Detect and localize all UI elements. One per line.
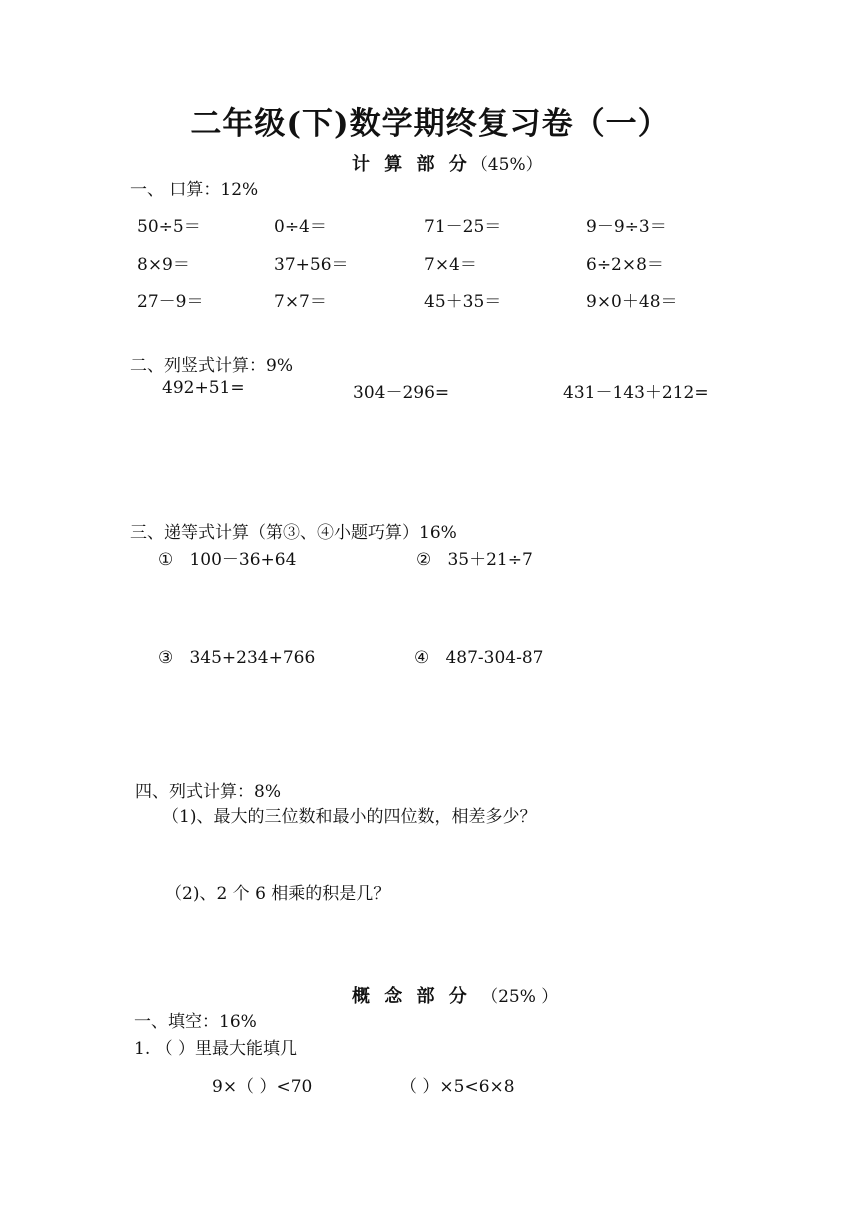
oral-item: 0÷4＝ bbox=[274, 217, 327, 237]
oral-item: 50÷5＝ bbox=[137, 217, 201, 237]
step-item bbox=[416, 545, 533, 570]
fill-blank-expression: （ ）×5<6×8 bbox=[400, 1077, 515, 1097]
step-item bbox=[158, 545, 296, 570]
q2-vertical-label: 二、列竖式计算：9% bbox=[130, 356, 293, 376]
step-item-expression: 487-304-87 bbox=[445, 648, 544, 668]
oral-item: 7×4＝ bbox=[424, 255, 477, 275]
oral-item: 71－25＝ bbox=[424, 217, 502, 237]
section-heading-calc bbox=[352, 150, 543, 176]
q3-step-label: 三、递等式计算（第③、④小题巧算）16% bbox=[130, 523, 457, 543]
concept-q1-sub1: 1. （ ）里最大能填几 bbox=[134, 1039, 298, 1059]
vertical-item: 431－143＋212= bbox=[563, 383, 709, 403]
section-heading-calc-percent: （45%） bbox=[470, 155, 543, 175]
step-item-expression: 345+234+766 bbox=[189, 648, 316, 668]
section-heading-calc-label: 计 算 部 分 bbox=[352, 154, 471, 175]
q1-oral-label: 一、 口算：12% bbox=[130, 180, 259, 200]
step-item-expression: 100－36+64 bbox=[189, 550, 297, 570]
oral-item: 9－9÷3＝ bbox=[586, 217, 667, 237]
step-item bbox=[158, 648, 315, 668]
concept-q1-label: 一、填空：16% bbox=[134, 1012, 257, 1032]
q4-word-label: 四、列式计算：8% bbox=[135, 782, 281, 802]
word-problem: （2)、2 个 6 相乘的积是几？ bbox=[165, 884, 391, 904]
step-item-expression: 35＋21÷7 bbox=[447, 550, 533, 570]
oral-item: 8×9＝ bbox=[137, 255, 190, 275]
oral-item: 7×7＝ bbox=[274, 292, 327, 312]
section-heading-concept-percent: （25% ） bbox=[481, 987, 559, 1007]
oral-item: 27－9＝ bbox=[137, 292, 204, 312]
oral-item: 9×0＋48＝ bbox=[586, 292, 678, 312]
step-item-number: ③ bbox=[158, 648, 174, 668]
section-heading-concept-label: 概 念 部 分 bbox=[352, 986, 471, 1007]
step-item-number: ④ bbox=[414, 648, 430, 668]
word-problem: （1)、最大的三位数和最小的四位数，相差多少？ bbox=[162, 807, 537, 827]
page-title: 二年级(下)数学期终复习卷（一） bbox=[190, 106, 670, 142]
step-item-number: ① bbox=[158, 550, 174, 570]
vertical-item: 492+51= bbox=[162, 378, 245, 398]
step-item-number: ② bbox=[416, 550, 432, 570]
oral-item: 45＋35＝ bbox=[424, 292, 502, 312]
oral-item: 37+56＝ bbox=[274, 255, 349, 275]
section-heading-concept bbox=[352, 982, 558, 1008]
oral-item: 6÷2×8＝ bbox=[586, 255, 664, 275]
step-item bbox=[414, 648, 543, 668]
fill-blank-expression: 9×（ ）<70 bbox=[212, 1077, 313, 1097]
vertical-item: 304－296= bbox=[353, 383, 450, 403]
